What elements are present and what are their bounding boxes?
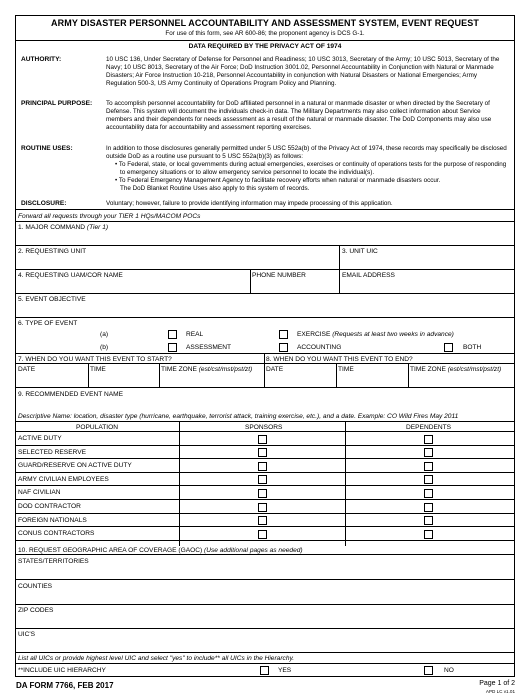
phone-number-label: PHONE NUMBER: [252, 272, 306, 279]
requesting-name-label: 4. REQUESTING UAM/COR NAME: [18, 272, 123, 279]
uics-label: UIC'S: [18, 631, 36, 638]
purpose-text: To accomplish personnel accountability for DoD affiliated personnel in a natural or manmade disaster or when directed by the Secretary of Defense. This system will document the individuals check-in data. The Military Departments may also collect information about Service members and their dependents for needs assessment as a result of the natural or manmade disaster. The DoD Components may also use accountability data for accountability and assessment reporting exercises.: [106, 100, 492, 132]
assessment-label: ASSESSMENT: [186, 344, 232, 351]
yes-label: YES: [278, 667, 292, 674]
end-time-label: TIME: [338, 366, 354, 373]
event-request-form: [15, 15, 515, 677]
unit-uic-label: 3. UNIT UIC: [342, 248, 378, 255]
descriptive-name-note: Descriptive Name: location, disaster type (hurricane, earthquake, terrorist attack, training exercise, etc.), and a date. Example: CO Wild Fires May 2011: [18, 413, 459, 420]
form-subtitle: For use of this form, see AR 600-86; the proponent agency is DCS G-1.: [165, 30, 365, 37]
population-header: POPULATION: [76, 424, 119, 431]
form-number: DA FORM 7766, FEB 2017: [16, 681, 114, 690]
purpose-label: PRINCIPAL PURPOSE:: [21, 100, 93, 107]
dependents-header: DEPENDENTS: [406, 424, 452, 431]
end-date-label: DATE: [266, 366, 284, 373]
timezone-text: TIME ZONE: [410, 366, 448, 373]
population-row-label: FOREIGN NATIONALS: [18, 516, 87, 524]
timezone-text: TIME ZONE: [161, 366, 199, 373]
gaoc-note: (Use additional pages as needed): [204, 547, 303, 554]
start-date-label: DATE: [18, 366, 36, 373]
event-end-label: 8. WHEN DO YOU WANT THIS EVENT TO END?: [266, 356, 413, 363]
exercise-text: EXERCISE: [297, 331, 333, 338]
routine-uses-label: ROUTINE USES:: [21, 145, 73, 152]
no-checkbox[interactable]: [424, 666, 433, 675]
option-b-label: (b): [100, 344, 109, 351]
page-number: Page 1 of 2: [479, 680, 515, 687]
form-title: ARMY DISASTER PERSONNEL ACCOUNTABILITY AND ASSESSMENT SYSTEM, EVENT REQUEST: [51, 18, 479, 28]
population-row-label: ACTIVE DUTY: [18, 435, 62, 442]
forward-note: Forward all requests through your TIER 1 HQs/MACOM POCs: [18, 213, 201, 220]
requesting-unit-label: 2. REQUESTING UNIT: [18, 248, 87, 255]
authority-label: AUTHORITY:: [21, 56, 62, 63]
population-row-label: ARMY CIVILIAN EMPLOYEES: [18, 475, 109, 483]
include-uic-label: **INCLUDE UIC HIERARCHY: [18, 667, 106, 674]
routine-uses-text: In addition to those disclosures generally permitted under 5 USC 552a(b) of the Privacy Act of 1974, these records may specifically be disclosed outside DoD as a routine use pursuant to 5 USC 552a(b)(3) as follows:: [106, 145, 507, 161]
counties-label: COUNTIES: [18, 583, 53, 590]
routine-uses-bullet: • To Federal Emergency Management Agency to facilitate recovery efforts when natural or manmade disasters occur.: [115, 177, 441, 185]
start-time-label: TIME: [90, 366, 106, 373]
accounting-label: ACCOUNTING: [297, 344, 342, 351]
uic-note: List all UICs or provide highest level UIC and select "yes" to include** all UICs in the Hierarchy.: [18, 655, 295, 662]
major-command-text: 1. MAJOR COMMAND: [18, 224, 87, 231]
real-label: REAL: [186, 331, 204, 338]
event-name-label: 9. RECOMMENDED EVENT NAME: [18, 391, 124, 398]
sponsors-header: SPONSORS: [245, 424, 283, 431]
apd-version: APD LC v1.01: [485, 689, 515, 694]
population-row-label: GUARD/RESERVE ON ACTIVE DUTY: [18, 462, 132, 470]
gaoc-text: 10. REQUEST GEOGRAPHIC AREA OF COVERAGE (GAOC): [18, 547, 205, 554]
authority-text: 10 USC 136, Under Secretary of Defense for Personnel and Readiness; 10 USC 3013, Secretary of the Army; 10 USC 5013, Secretary of the Navy; 10 USC 8013, Secretary of the Air Force; DoD Instruction 3001.02, Personnel Accountability in Conjunction with Natural or Manmade Disasters; Air Force Instruction 10-218, Personnel Accountability in conjunction with Natural Disasters or National Emergencies; Army Regulation 500-3, US Army Continuity of Operations Program Policy and Planning.: [106, 56, 500, 88]
routine-uses-bullet: • To Federal, state, or local governments during actual emergencies, exercises or continuity of operations tests for the purpose of responding to emergency situations or to allow emergency service personnel to locate the individual(s).: [115, 161, 507, 177]
population-row-label: SELECTED RESERVE: [18, 448, 87, 456]
zip-codes-label: ZIP CODES: [18, 607, 54, 614]
event-start-label: 7. WHEN DO YOU WANT THIS EVENT TO START?: [18, 356, 172, 363]
no-label: NO: [444, 667, 454, 674]
both-label: BOTH: [463, 344, 482, 351]
population-row-label: DOD CONTRACTOR: [18, 503, 81, 510]
major-command-note: (Tier 1): [86, 224, 109, 231]
privacy-heading: DATA REQUIRED BY THE PRIVACY ACT OF 1974: [188, 43, 342, 50]
divider: [16, 16, 514, 664]
population-row-label: NAF CIVILIAN: [18, 489, 61, 497]
option-a-label: (a): [100, 331, 109, 338]
disclosure-text: Voluntary; however, failure to provide identifying information may impede processing of this application.: [106, 200, 393, 207]
exercise-note: (Requests at least two weeks in advance): [332, 331, 454, 338]
routine-uses-note: The DoD Blanket Routine Uses also apply to this system of records.: [120, 185, 310, 193]
yes-checkbox[interactable]: [260, 666, 269, 675]
event-objective-label: 5. EVENT OBJECTIVE: [18, 296, 86, 303]
timezone-note: (est/cst/mst/pst/zt): [447, 366, 502, 373]
population-row-label: CONUS CONTRACTORS: [18, 530, 95, 538]
event-type-label: 6. TYPE OF EVENT: [18, 320, 78, 327]
disclosure-label: DISCLOSURE:: [21, 200, 67, 207]
states-label: STATES/TERRITORIES: [18, 558, 89, 565]
email-address-label: EMAIL ADDRESS: [342, 272, 395, 279]
timezone-note: (est/cst/mst/pst/zt): [198, 366, 253, 373]
